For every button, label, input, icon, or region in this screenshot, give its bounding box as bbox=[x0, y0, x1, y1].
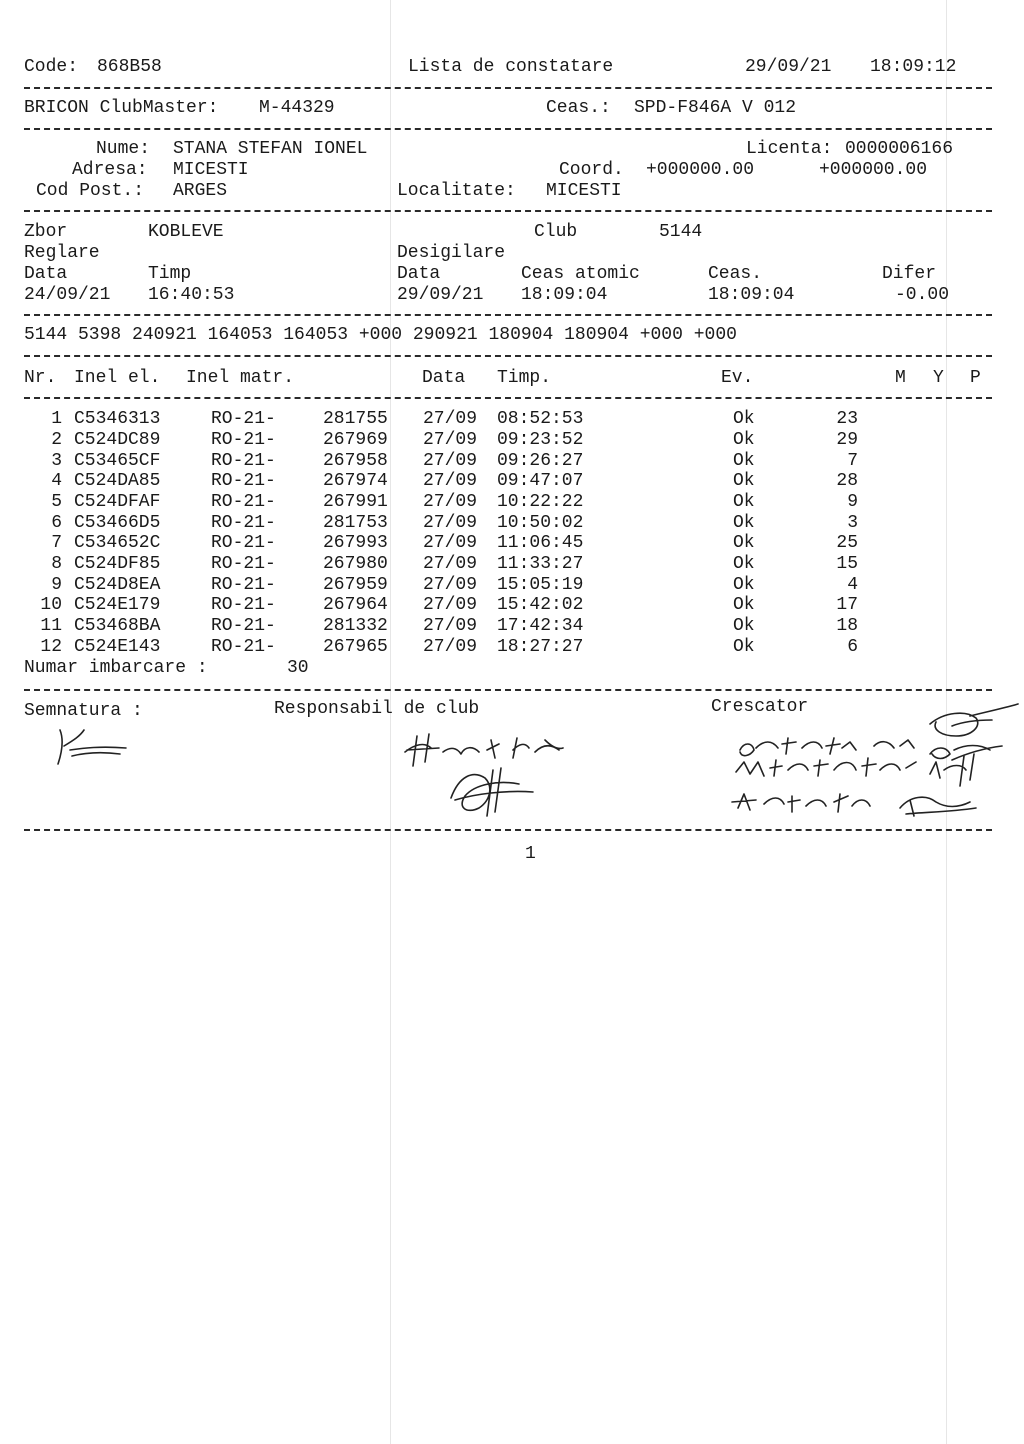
row-time: 09:23:52 bbox=[497, 430, 584, 450]
row-event: Ok bbox=[733, 575, 755, 595]
desig-date: 29/09/21 bbox=[397, 285, 484, 305]
signature-label: Semnatura : bbox=[24, 701, 143, 721]
row-time: 09:26:27 bbox=[497, 451, 584, 471]
row-nr: 4 bbox=[51, 471, 62, 491]
row-electronic-ring: C5346313 bbox=[74, 409, 161, 429]
col-data: Data bbox=[422, 368, 466, 388]
print-date: 29/09/21 bbox=[745, 57, 832, 77]
row-date: 27/09 bbox=[423, 492, 478, 512]
row-nr: 9 bbox=[51, 575, 62, 595]
signature-responsabil bbox=[395, 728, 575, 823]
row-time: 08:52:53 bbox=[497, 409, 584, 429]
col-inel-el: Inel el. bbox=[74, 368, 161, 388]
row-ring-country: RO-21- bbox=[211, 513, 276, 533]
name-label: Nume: bbox=[96, 139, 151, 159]
code-label: Code: bbox=[24, 57, 79, 77]
desig-data-label: Data bbox=[397, 264, 441, 284]
row-date: 27/09 bbox=[423, 513, 478, 533]
clubmaster-id: M-44329 bbox=[259, 98, 335, 118]
owner-locality: MICESTI bbox=[546, 181, 622, 201]
row-date: 27/09 bbox=[423, 554, 478, 574]
col-timp: Timp. bbox=[497, 368, 552, 388]
row-date: 27/09 bbox=[423, 409, 478, 429]
coord-y: +000000.00 bbox=[819, 160, 928, 180]
row-ring-country: RO-21- bbox=[211, 533, 276, 553]
row-time: 10:22:22 bbox=[497, 492, 584, 512]
row-nr: 1 bbox=[51, 409, 62, 429]
row-position: 7 bbox=[847, 451, 858, 471]
separator bbox=[24, 87, 992, 89]
row-time: 15:42:02 bbox=[497, 595, 584, 615]
license-number: 0000006166 bbox=[845, 139, 954, 159]
boarding-count: 30 bbox=[287, 658, 309, 678]
row-electronic-ring: C524E179 bbox=[74, 595, 161, 615]
owner-postcode: ARGES bbox=[173, 181, 228, 201]
row-date: 27/09 bbox=[423, 430, 478, 450]
row-event: Ok bbox=[733, 492, 755, 512]
row-ring-country: RO-21- bbox=[211, 595, 276, 615]
desig-clock-time: 18:09:04 bbox=[708, 285, 795, 305]
separator bbox=[24, 397, 992, 399]
row-position: 4 bbox=[847, 575, 858, 595]
coord-label: Coord. bbox=[559, 160, 624, 180]
license-label: Licenta: bbox=[746, 139, 833, 159]
reglare-timp-label: Timp bbox=[148, 264, 192, 284]
row-position: 17 bbox=[836, 595, 858, 615]
row-ring-country: RO-21- bbox=[211, 430, 276, 450]
reglare-date: 24/09/21 bbox=[24, 285, 111, 305]
row-nr: 10 bbox=[40, 595, 62, 615]
row-nr: 6 bbox=[51, 513, 62, 533]
row-event: Ok bbox=[733, 595, 755, 615]
row-time: 10:50:02 bbox=[497, 513, 584, 533]
address-label: Adresa: bbox=[72, 160, 148, 180]
row-position: 9 bbox=[847, 492, 858, 512]
time-difference: -0.00 bbox=[895, 285, 950, 305]
row-ring-country: RO-21- bbox=[211, 492, 276, 512]
owner-address: MICESTI bbox=[173, 160, 249, 180]
row-electronic-ring: C534652C bbox=[74, 533, 161, 553]
row-event: Ok bbox=[733, 430, 755, 450]
row-ring-number: 281755 bbox=[323, 409, 388, 429]
row-date: 27/09 bbox=[423, 637, 478, 657]
row-ring-country: RO-21- bbox=[211, 616, 276, 636]
clock-code-line: 5144 5398 240921 164053 164053 +000 290921 180904 180904 +000 +000 bbox=[24, 325, 737, 345]
row-position: 29 bbox=[836, 430, 858, 450]
row-time: 17:42:34 bbox=[497, 616, 584, 636]
row-position: 6 bbox=[847, 637, 858, 657]
desigilare-label: Desigilare bbox=[397, 243, 506, 263]
row-event: Ok bbox=[733, 637, 755, 657]
clock-label: Ceas.: bbox=[546, 98, 611, 118]
row-time: 15:05:19 bbox=[497, 575, 584, 595]
row-event: Ok bbox=[733, 554, 755, 574]
row-ring-country: RO-21- bbox=[211, 554, 276, 574]
row-event: Ok bbox=[733, 616, 755, 636]
page-title: Lista de constatare bbox=[408, 57, 614, 77]
club-number: 5144 bbox=[659, 222, 703, 242]
row-date: 27/09 bbox=[423, 533, 478, 553]
boarding-count-label: Numar imbarcare : bbox=[24, 658, 208, 678]
row-ring-number: 267991 bbox=[323, 492, 388, 512]
row-time: 11:06:45 bbox=[497, 533, 584, 553]
row-time: 09:47:07 bbox=[497, 471, 584, 491]
difference-label: Difer bbox=[882, 264, 937, 284]
club-responsible-label: Responsabil de club bbox=[274, 699, 480, 719]
row-ring-number: 281332 bbox=[323, 616, 388, 636]
row-event: Ok bbox=[733, 409, 755, 429]
separator bbox=[24, 128, 992, 130]
row-ring-country: RO-21- bbox=[211, 471, 276, 491]
zbor-label: Zbor bbox=[24, 222, 68, 242]
row-nr: 3 bbox=[51, 451, 62, 471]
row-position: 18 bbox=[836, 616, 858, 636]
page-number: 1 bbox=[525, 844, 536, 864]
row-date: 27/09 bbox=[423, 616, 478, 636]
row-ring-country: RO-21- bbox=[211, 409, 276, 429]
clock-time-label: Ceas. bbox=[708, 264, 763, 284]
col-inel-matr: Inel matr. bbox=[186, 368, 295, 388]
reglare-data-label: Data bbox=[24, 264, 68, 284]
row-electronic-ring: C524DA85 bbox=[74, 471, 161, 491]
row-nr: 8 bbox=[51, 554, 62, 574]
row-electronic-ring: C524DC89 bbox=[74, 430, 161, 450]
row-electronic-ring: C524E143 bbox=[74, 637, 161, 657]
col-p: P bbox=[970, 368, 981, 388]
row-date: 27/09 bbox=[423, 471, 478, 491]
col-nr: Nr. bbox=[24, 368, 57, 388]
clock-model: SPD-F846A V 012 bbox=[634, 98, 797, 118]
row-ring-number: 267958 bbox=[323, 451, 388, 471]
row-electronic-ring: C53468BA bbox=[74, 616, 161, 636]
row-ring-number: 267964 bbox=[323, 595, 388, 615]
desig-atomic-time: 18:09:04 bbox=[521, 285, 608, 305]
row-nr: 11 bbox=[40, 616, 62, 636]
col-m: M bbox=[895, 368, 906, 388]
separator bbox=[24, 355, 992, 357]
system-label: BRICON ClubMaster: bbox=[24, 98, 219, 118]
reglare-label: Reglare bbox=[24, 243, 100, 263]
row-nr: 7 bbox=[51, 533, 62, 553]
row-ring-number: 267965 bbox=[323, 637, 388, 657]
atomic-clock-label: Ceas atomic bbox=[521, 264, 640, 284]
row-event: Ok bbox=[733, 471, 755, 491]
row-nr: 2 bbox=[51, 430, 62, 450]
row-electronic-ring: C524DFAF bbox=[74, 492, 161, 512]
row-ring-number: 267980 bbox=[323, 554, 388, 574]
col-ev: Ev. bbox=[721, 368, 754, 388]
locality-label: Localitate: bbox=[397, 181, 516, 201]
row-electronic-ring: C53466D5 bbox=[74, 513, 161, 533]
row-nr: 5 bbox=[51, 492, 62, 512]
row-ring-country: RO-21- bbox=[211, 575, 276, 595]
owner-name: STANA STEFAN IONEL bbox=[173, 139, 368, 159]
breeder-label: Crescator bbox=[711, 697, 809, 717]
row-ring-number: 281753 bbox=[323, 513, 388, 533]
reglare-time: 16:40:53 bbox=[148, 285, 235, 305]
row-position: 3 bbox=[847, 513, 858, 533]
row-time: 11:33:27 bbox=[497, 554, 584, 574]
row-ring-number: 267974 bbox=[323, 471, 388, 491]
separator bbox=[24, 210, 992, 212]
flight-name: KOBLEVE bbox=[148, 222, 224, 242]
row-ring-number: 267993 bbox=[323, 533, 388, 553]
separator bbox=[24, 829, 992, 831]
row-electronic-ring: C524D8EA bbox=[74, 575, 161, 595]
row-position: 28 bbox=[836, 471, 858, 491]
row-nr: 12 bbox=[40, 637, 62, 657]
row-event: Ok bbox=[733, 513, 755, 533]
col-y: Y bbox=[933, 368, 944, 388]
row-position: 23 bbox=[836, 409, 858, 429]
row-electronic-ring: C53465CF bbox=[74, 451, 161, 471]
row-date: 27/09 bbox=[423, 595, 478, 615]
row-event: Ok bbox=[733, 533, 755, 553]
document-code: 868B58 bbox=[97, 57, 162, 77]
row-position: 15 bbox=[836, 554, 858, 574]
row-ring-number: 267959 bbox=[323, 575, 388, 595]
club-label: Club bbox=[534, 222, 578, 242]
postcode-label: Cod Post.: bbox=[36, 181, 145, 201]
row-position: 25 bbox=[836, 533, 858, 553]
print-time: 18:09:12 bbox=[870, 57, 957, 77]
fold-line bbox=[390, 0, 391, 1444]
row-event: Ok bbox=[733, 451, 755, 471]
row-date: 27/09 bbox=[423, 575, 478, 595]
signature-crescator bbox=[730, 690, 1020, 835]
row-time: 18:27:27 bbox=[497, 637, 584, 657]
signature-semnatura bbox=[50, 722, 140, 772]
coord-x: +000000.00 bbox=[646, 160, 755, 180]
row-date: 27/09 bbox=[423, 451, 478, 471]
row-ring-number: 267969 bbox=[323, 430, 388, 450]
row-ring-country: RO-21- bbox=[211, 637, 276, 657]
row-electronic-ring: C524DF85 bbox=[74, 554, 161, 574]
separator bbox=[24, 314, 992, 316]
row-ring-country: RO-21- bbox=[211, 451, 276, 471]
